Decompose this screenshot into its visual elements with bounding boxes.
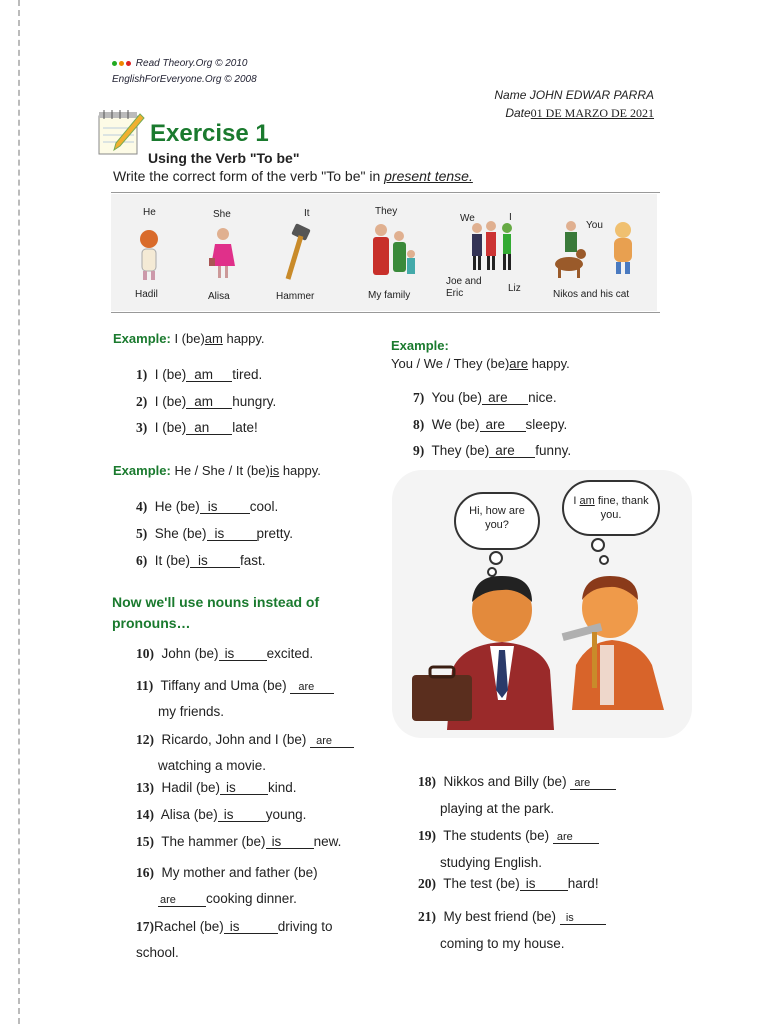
item-5: 5) She (be) is pretty. bbox=[136, 526, 294, 541]
student-name: Name JOHN EDWAR PARRA bbox=[494, 88, 654, 102]
label-alisa: Alisa bbox=[208, 291, 230, 302]
instructions: Write the correct form of the verb "To be" in present tense. bbox=[113, 168, 473, 184]
hammer-icon bbox=[288, 223, 311, 279]
pronoun-panel bbox=[111, 194, 657, 311]
worksheet-date: Date01 DE MARZO DE 2021 bbox=[505, 106, 654, 120]
item-16: 16) My mother and father (be) are cooking dinner. bbox=[136, 865, 318, 906]
notepad-pencil-icon bbox=[96, 110, 146, 158]
readtheory-logo: Read Theory.Org © 2010 bbox=[112, 58, 247, 69]
divider-top bbox=[111, 192, 660, 193]
item-1: 1) I (be) am tired. bbox=[136, 367, 263, 382]
conversation-illustration bbox=[392, 470, 692, 738]
item-9: 9) They (be) are funny. bbox=[413, 443, 572, 458]
item-20: 20) The test (be) is hard! bbox=[418, 876, 599, 891]
speech-bubble-right: I am fine, thank you. bbox=[562, 480, 660, 536]
nouns-heading: Now we'll use nouns instead of pronouns… bbox=[112, 594, 320, 631]
item-13: 13) Hadil (be) is kind. bbox=[136, 780, 297, 795]
label-my-family: My family bbox=[368, 290, 411, 301]
page-title: Exercise 1 bbox=[150, 120, 269, 147]
item-12: 12) Ricardo, John and I (be) are watching a movie. bbox=[136, 727, 376, 779]
item-11: 11) Tiffany and Uma (be) are my friends. bbox=[136, 673, 366, 725]
divider-bottom bbox=[111, 312, 660, 313]
item-19: 19) The students (be) are studying English. bbox=[418, 822, 658, 876]
label-they: They bbox=[375, 206, 398, 217]
item-18: 18) Nikkos and Billy (be) are playing at the park. bbox=[418, 768, 658, 822]
example-3: Example: You / We / They (be)are happy. bbox=[391, 338, 570, 371]
englishforeveryone-logo: EnglishForEveryone.Org © 2008 bbox=[112, 74, 257, 85]
item-17: 17)Rachel (be) is driving to school. bbox=[136, 919, 333, 960]
label-hadil: Hadil bbox=[135, 289, 158, 300]
page-subtitle: Using the Verb "To be" bbox=[148, 150, 300, 166]
logo-dots bbox=[112, 58, 133, 69]
joe-eric-liz-figures-icon bbox=[472, 221, 512, 270]
item-10: 10) John (be) is excited. bbox=[136, 646, 314, 661]
item-7: 7) You (be) are nice. bbox=[413, 390, 557, 405]
label-it: It bbox=[304, 208, 310, 219]
item-14: 14) Alisa (be) is young. bbox=[136, 807, 307, 822]
label-he: He bbox=[143, 207, 156, 218]
label-joe-and-eric: Joe and Eric bbox=[446, 276, 482, 299]
label-you: You bbox=[586, 220, 603, 231]
item-4: 4) He (be) is cool. bbox=[136, 499, 279, 514]
label-hammer: Hammer bbox=[276, 291, 315, 302]
example-2: Example: He / She / It (be)is happy. bbox=[113, 463, 321, 478]
item-3: 3) I (be) an late! bbox=[136, 420, 258, 435]
label-she: She bbox=[213, 209, 231, 220]
item-15: 15) The hammer (be) is new. bbox=[136, 834, 342, 849]
item-21: 21) My best friend (be) is coming to my house. bbox=[418, 903, 658, 957]
label-liz: Liz bbox=[508, 283, 521, 294]
dashed-margin-line bbox=[18, 0, 20, 1024]
nikos-and-cat-icon bbox=[555, 221, 632, 278]
example-1: Example: I (be)am happy. bbox=[113, 331, 265, 346]
item-2: 2) I (be) am hungry. bbox=[136, 394, 277, 409]
hadil-figure-icon bbox=[140, 230, 158, 280]
item-6: 6) It (be) is fast. bbox=[136, 553, 266, 568]
alisa-figure-icon bbox=[209, 228, 235, 278]
label-nikos-and-his-cat: Nikos and his cat bbox=[553, 289, 630, 300]
speech-bubble-left: Hi, how are you? bbox=[454, 492, 540, 550]
item-8: 8) We (be) are sleepy. bbox=[413, 417, 568, 432]
label-i: I bbox=[509, 212, 512, 223]
label-we: We bbox=[460, 213, 475, 224]
family-figure-icon bbox=[373, 224, 415, 275]
pronoun-illustrations bbox=[111, 194, 657, 311]
